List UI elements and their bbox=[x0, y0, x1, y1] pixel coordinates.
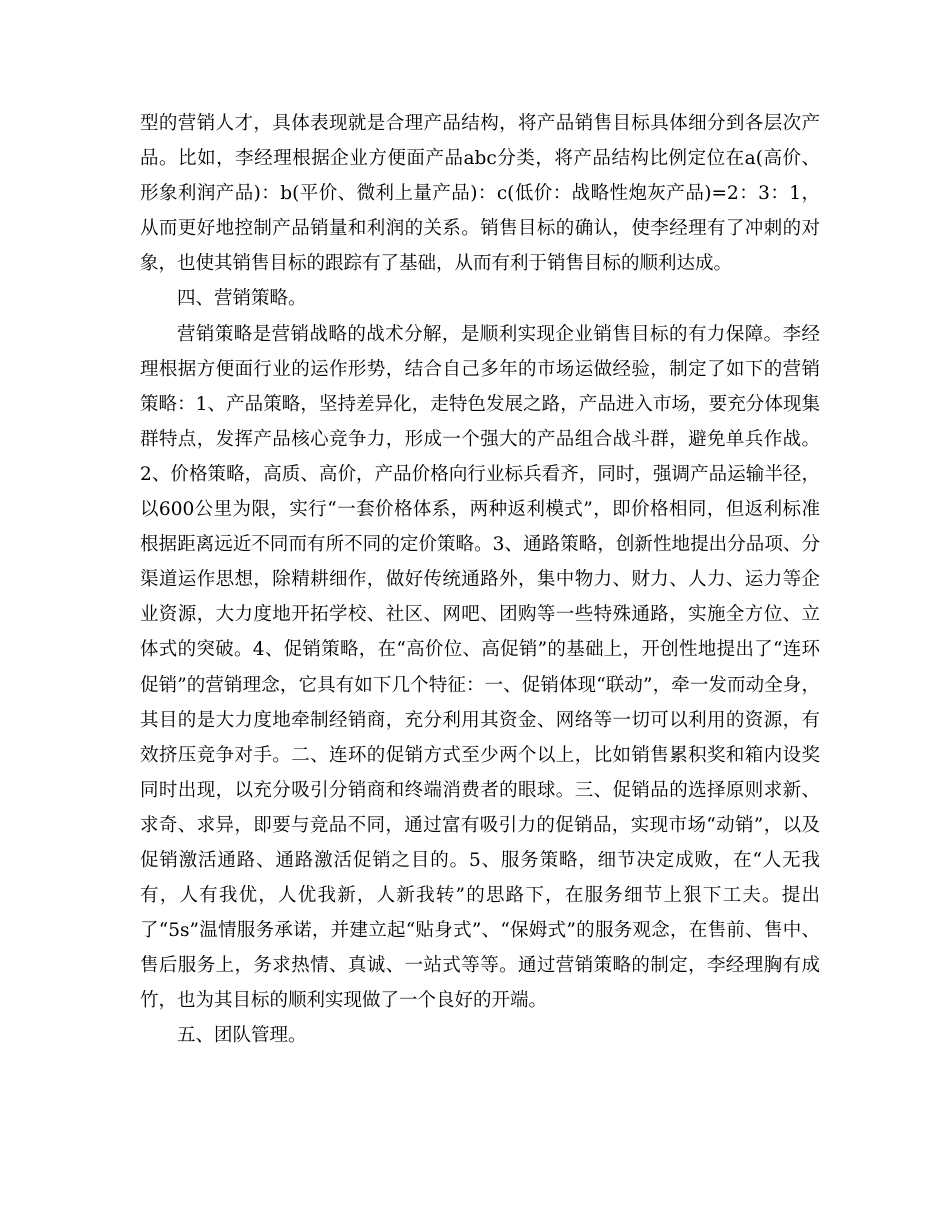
section-heading-team-management: 五、团队管理。 bbox=[177, 1025, 307, 1047]
section-heading-marketing-strategy: 四、营销策略。 bbox=[177, 288, 307, 310]
paragraph-marketing-strategy: 营销策略是营销战略的战术分解，是顺利实现企业销售目标的有力保障。李经理根据方便面行业的运作形势，结合自己多年的市场运做经验，制定了如下的营销策略：1、产品策略，坚持差异化，走特色发展之路，产品进入市场，要充分体现集群特点，发挥产品核心竞争力，形成一个强大的产品组合战斗群，避免单兵作战。2、价格策略，高质、高价，产品价格向行业标兵看齐，同时，强调产品运输半径，以600公里为限，实行“一套价格体系，两种返利模式”，即价格相同，但返利标准根据距离远近不同而有所不同的定价策略。3、通路策略，创新性地提出分品项、分渠道运作思想，除精耕细作，做好传统通路外，集中物力、财力、人力、运力等企业资源，大力度地开拓学校、社区、网吧、团购等一些特殊通路，实施全方位、立体式的突破。4、促销策略，在“高价位、高促销”的基础上，开创性地提出了“连环促销”的营销理念，它具有如下几个特征：一、促销体现“联动”，牵一发而动全身，其目的是大力度地牵制经销商，充分利用其资金、网络等一切可以利用的资源，有效挤压竞争对手。二、连环的促销方式至少两个以上，比如销售累积奖和箱内设奖同时出现，以充分吸引分销商和终端消费者的眼球。三、促销品的选择原则求新、求奇、求异，即要与竞品不同，通过富有吸引力的促销品，实现市场“动销”，以及促销激活通路、通路激活促销之目的。5、服务策略，细节决定成败，在“人无我有，人有我优，人优我新，人新我转”的思路下，在服务细节上狠下工夫。提出了“5s”温情服务承诺，并建立起“贴身式”、“保姆式”的服务观念，在售前、售中、售后服务上，务求热情、真诚、一站式等等。通过营销策略的制定，李经理胸有成竹，也为其目标的顺利实现做了一个良好的开端。 bbox=[140, 323, 820, 1012]
paragraph-continuation: 型的营销人才，具体表现就是合理产品结构，将产品销售目标具体细分到各层次产品。比如，李经理根据企业方便面产品abc分类，将产品结构比例定位在a(高价、形象利润产品)：b(平价、微利上量产品)：c(低价：战略性炮灰产品)=2：3：1，从而更好地控制产品销量和利润的关系。销售目标的确认，使李经理有了冲刺的对象，也使其销售目标的跟踪有了基础，从而有利于销售目标的顺利达成。 bbox=[140, 113, 820, 275]
document-body bbox=[140, 106, 820, 1054]
